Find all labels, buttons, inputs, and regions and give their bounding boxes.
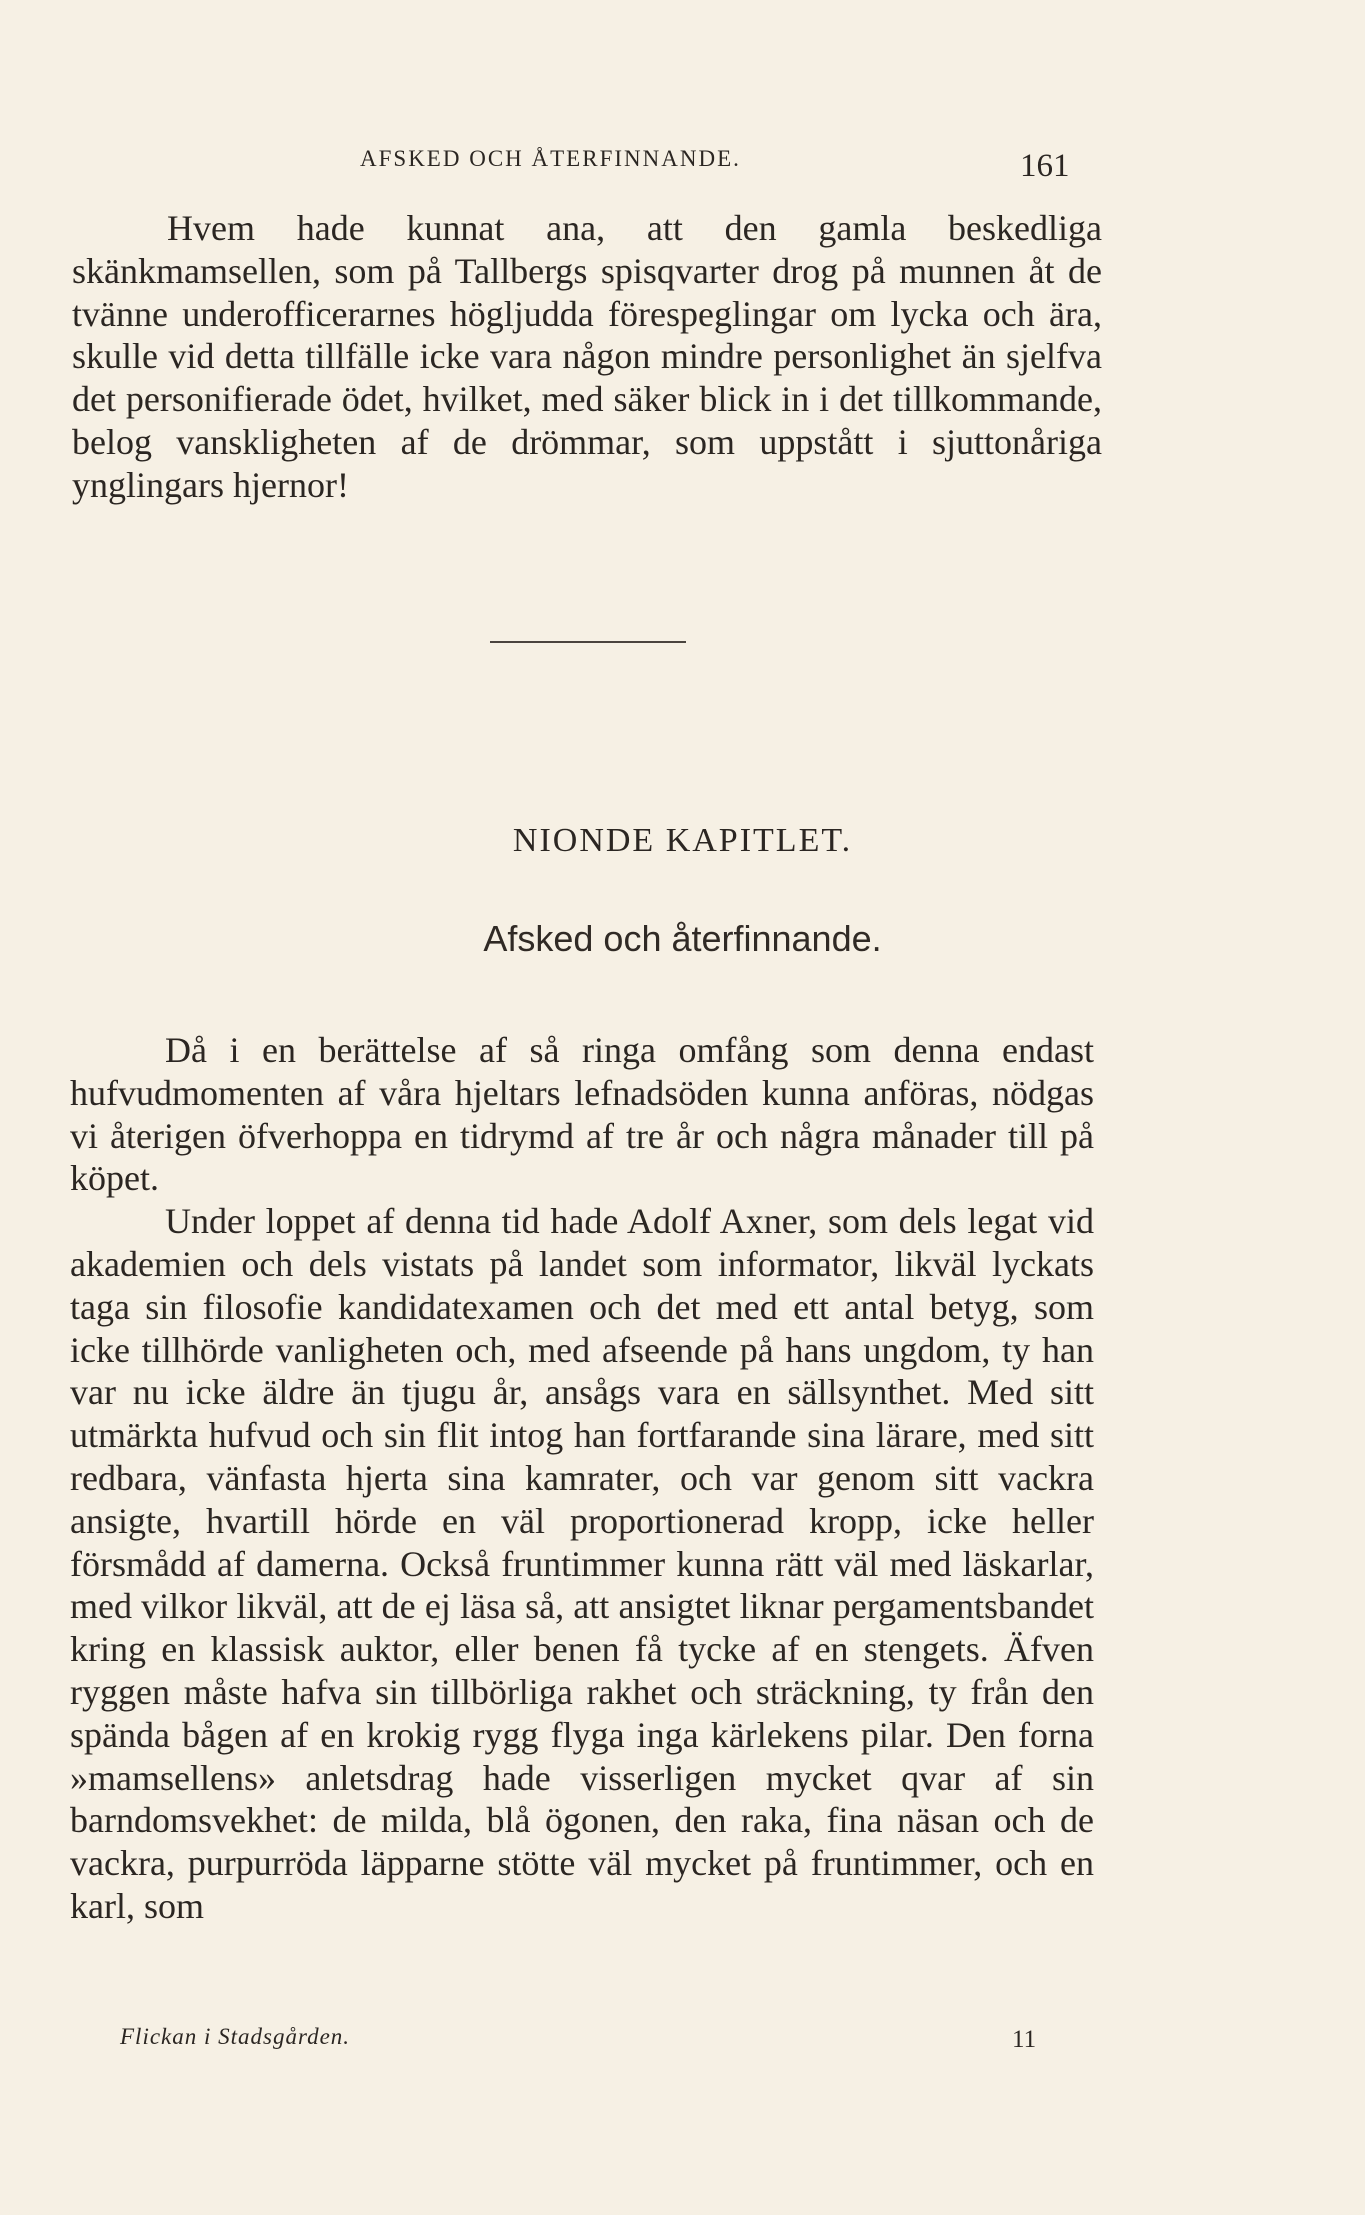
page-number: 161 xyxy=(1020,148,1070,184)
paragraph: Då i en berättelse af så ringa omfång som denna endast hufvudmomenten af våra hjeltars lefnadsöden kunna anföras, nödgas vi återigen öfverhoppa en tidrymd af tre år och några månader till på köpet. xyxy=(70,1030,1094,1199)
section-divider xyxy=(490,641,686,643)
chapter-body xyxy=(70,1029,1094,1928)
chapter-title: Afsked och återfinnande. xyxy=(483,918,882,959)
chapter-number: NIONDE KAPITLET. xyxy=(512,822,853,859)
paragraph: Under loppet af denna tid hade Adolf Axner, som dels legat vid akademien och dels vistats på landet som informator, likväl lyckats taga sin filosofie kandidatexamen och det med ett antal betyg, som icke tillhörde vanligheten och, med afseende på hans ungdom, ty han var nu icke äldre än tjugu år, ansågs vara en sällsynthet. Med sitt utmärkta hufvud och sin flit intog han fortfarande sina lärare, med sitt redbara, vänfasta hjerta sina kamrater, och var genom sitt vackra ansigte, hvartill hörde en väl proportionerad kropp, icke heller försmådd af damerna. Också fruntimmer kunna rätt väl med läskarlar, med vilkor likväl, att de ej läsa så, att ansigtet liknar pergamentsbandet kring en klassisk auktor, eller benen få tycke af en stengets. Äfven ryggen måste hafva sin tillbörliga rakhet och sträckning, ty från den spända bågen af en krokig rygg flyga inga kärlekens pilar. Den forna »mamsellens» anletsdrag hade visserligen mycket qvar af sin barndomsvekhet: de milda, blå ögonen, den raka, fina näsan och de vackra, purpurröda läpparne stötte väl mycket på fruntimmer, och en karl, som xyxy=(70,1201,1094,1926)
footer-signature-mark: 11 xyxy=(1012,2026,1037,2053)
running-head: AFSKED OCH ÅTERFINNANDE. xyxy=(360,146,741,171)
closing-paragraph-block xyxy=(72,207,1102,507)
footer-book-title: Flickan i Stadsgården. xyxy=(120,2024,351,2049)
paragraph: Hvem hade kunnat ana, att den gamla beskedliga skänkmamsellen, som på Tallbergs spisqvarter drog på munnen åt de tvänne underofficerarnes högljudda förespeglingar om lycka och ära, skulle vid detta tillfälle icke vara någon mindre personlighet än sjelfva det personifierade ödet, hvilket, med säker blick in i det tillkommande, belog vanskligheten af de drömmar, som uppstått i sjuttonåriga ynglingars hjernor! xyxy=(72,208,1102,505)
